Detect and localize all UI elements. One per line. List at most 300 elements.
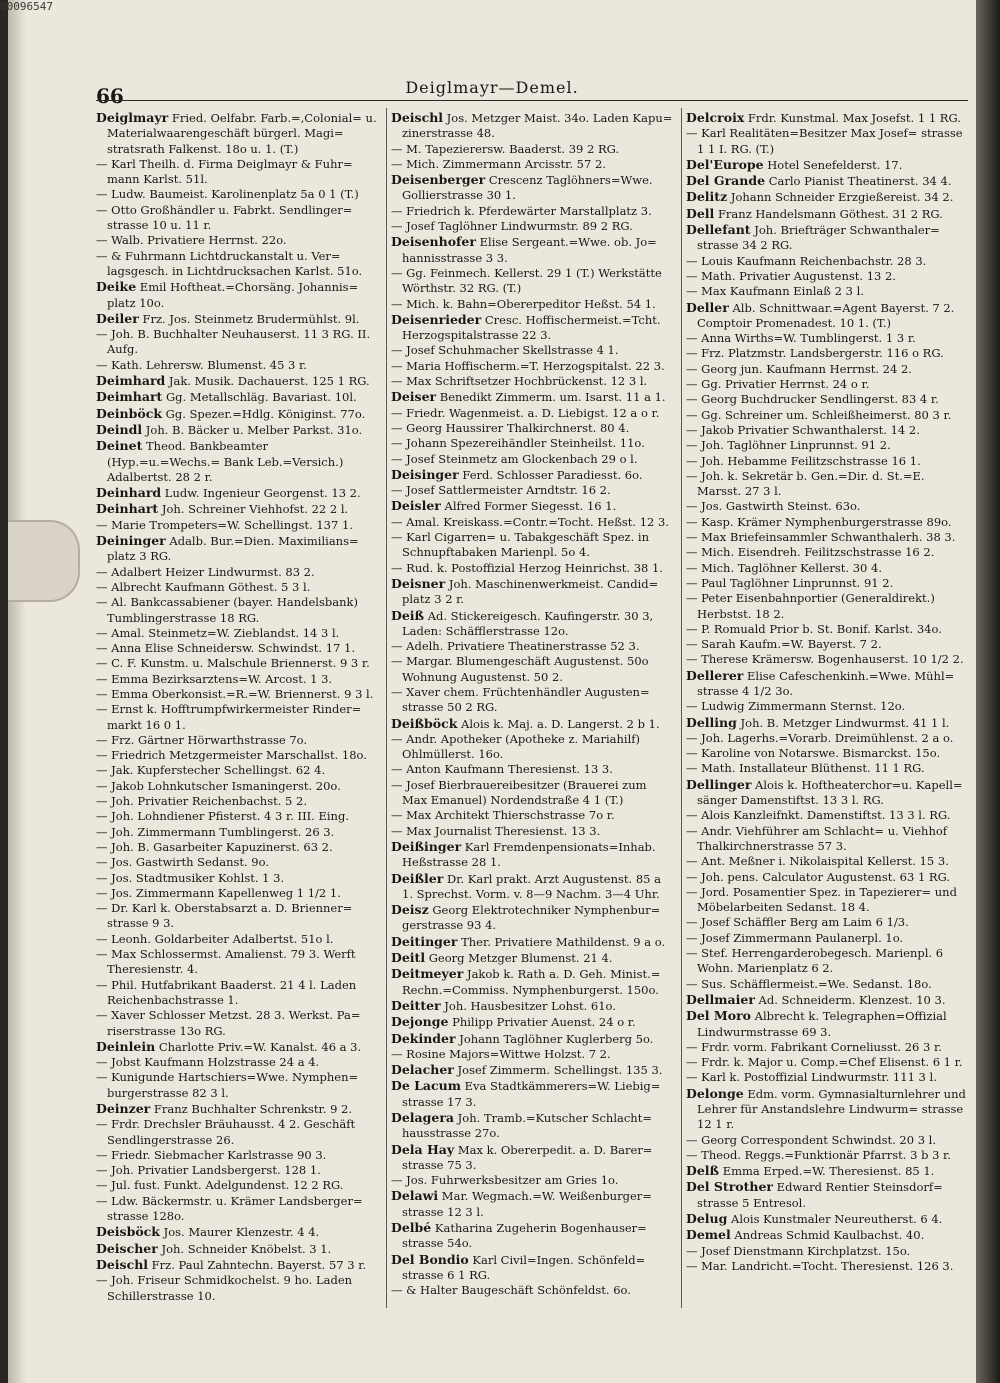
directory-entry xyxy=(686,931,970,946)
entry-text: — Mich. k. Bahn=Obererpeditor Heßst. 54 1. xyxy=(391,296,656,311)
entry-text: Alb. Schnittwaar.=Agent Bayerst. 7 2. Comptoir Promenadest. 10 1. (T.) xyxy=(697,300,955,330)
entry-text: — Adelh. Privatiere Theatinerstrasse 52 3. xyxy=(391,639,640,654)
directory-entry xyxy=(391,1062,675,1078)
directory-entry xyxy=(686,777,970,809)
entry-text: — Josef Zimmermann Paulanerpl. 1o. xyxy=(686,930,904,945)
entry-text: — Sus. Schäfflermeist.=We. Sedanst. 18o. xyxy=(686,976,932,991)
entry-text: — Alois Kanzleifnkt. Damenstiftst. 13 3 l. RG. xyxy=(686,808,951,823)
entry-text: — Sarah Kaufm.=W. Bayerst. 7 2. xyxy=(686,637,882,652)
directory-entry xyxy=(391,498,675,514)
entry-text: — Jakob Privatier Schwanthalerst. 14 2. xyxy=(686,422,920,437)
entry-text: — Jakob Lohnkutscher Ismaningerst. 20o. xyxy=(96,778,341,793)
directory-entry xyxy=(96,1008,380,1039)
entry-text: — Jord. Posamentier Spez. in Tapezierer= und Möbelarbeiten Sedanst. 18 4. xyxy=(686,884,957,915)
directory-entry xyxy=(96,1224,380,1240)
entry-surname: Deisler xyxy=(391,498,441,514)
directory-entry xyxy=(686,1148,970,1163)
directory-entry xyxy=(686,699,970,714)
entry-text: Joh. Hausbesitzer Lohst. 61o. xyxy=(440,998,616,1013)
directory-entry xyxy=(686,576,970,591)
directory-entry xyxy=(686,362,970,377)
entry-text: — Ludwig Zimmermann Sternst. 12o. xyxy=(686,699,906,714)
directory-entry xyxy=(96,438,380,485)
directory-entry xyxy=(96,779,380,794)
entry-text: Gg. Spezer.=Hdlg. Königinst. 77o. xyxy=(161,406,366,421)
directory-entry xyxy=(686,530,970,545)
directory-entry xyxy=(391,452,675,467)
directory-entry xyxy=(686,1070,970,1085)
directory-entry xyxy=(686,885,970,916)
entry-text: — Frdr. Drechsler Bräuhausst. 4 2. Geschäft Sendlingerstrasse 26. xyxy=(96,1117,356,1147)
entry-text: — Otto Großhändler u. Fabrkt. Sendlinger= strasse 10 u. 11 r. xyxy=(96,202,353,233)
entry-text: Frz. Paul Zahntechn. Bayerst. 57 3 r. xyxy=(148,1257,367,1272)
directory-entry xyxy=(96,358,380,373)
entry-text: — Rud. k. Postoffizial Herzog Heinrichst. 38 1. xyxy=(391,560,663,575)
directory-entry xyxy=(96,327,380,358)
entry-text: — Joh. k. Sekretär b. Gen.=Dir. d. St.=E. Marsst. 27 3 l. xyxy=(686,468,925,499)
directory-entry xyxy=(391,762,675,777)
entry-text: — Paul Taglöhner Linprunnst. 91 2. xyxy=(686,575,894,590)
entry-text: Emma Erped.=W. Theresienst. 85 1. xyxy=(719,1164,935,1179)
entry-text: — Math. Privatier Augustenst. 13 2. xyxy=(686,268,896,283)
entry-text: — Joh. Lohndiener Pfisterst. 4 3 r. III. Eing. xyxy=(96,809,349,824)
entry-text: Jos. Metzger Maist. 34o. Laden Kapu= zinerstrasse 48. xyxy=(402,111,673,141)
entry-text: — Gg. Privatier Herrnst. 24 o r. xyxy=(686,377,870,392)
entry-text: Joh. Tramb.=Kutscher Schlacht= hausstrasse 27o. xyxy=(402,1111,652,1141)
directory-entry xyxy=(686,126,970,157)
directory-entry xyxy=(391,1031,675,1047)
entry-surname: Dellefant xyxy=(686,222,751,238)
entry-text: Max k. Obererpedit. a. D. Barer= strasse 75 3. xyxy=(402,1142,653,1172)
entry-text: Jakob k. Rath a. D. Geh. Minist.= Rechn.=Commiss. Nymphenburgerst. 150o. xyxy=(402,967,661,997)
directory-entry xyxy=(391,343,675,358)
entry-surname: Deiglmayr xyxy=(96,110,169,125)
entry-text: Jos. Maurer Klenzestr. 4 4. xyxy=(159,1225,320,1240)
directory-entry xyxy=(96,565,380,580)
directory-entry xyxy=(391,824,675,839)
entry-text: Ludw. Ingenieur Georgenst. 13 2. xyxy=(161,486,361,501)
entry-surname: Dell xyxy=(686,205,715,221)
directory-entry xyxy=(96,187,380,202)
entry-surname: Delonge xyxy=(686,1085,744,1101)
entry-text: Theod. Bankbeamter (Hyp.=u.=Wechs.= Bank Leb.=Versich.) Adalbertst. 28 2 r. xyxy=(107,439,344,484)
directory-entry xyxy=(686,254,970,269)
entry-text: Alois k. Hoftheaterchor=u. Kapell= sänger Damenstiftst. 13 3 l. RG. xyxy=(697,777,963,808)
entry-text: Mar. Wegmach.=W. Weißenburger= strasse 12 3 l. xyxy=(402,1189,652,1219)
directory-entry xyxy=(391,1110,675,1142)
entry-surname: Delacher xyxy=(391,1062,454,1078)
directory-entry xyxy=(96,733,380,748)
entry-text: — Phil. Hutfabrikant Baaderst. 21 4 l. Laden Reichenbachstrasse 1. xyxy=(96,977,357,1007)
entry-text: — Joh. pens. Calculator Augustenst. 63 1 RG. xyxy=(686,869,951,884)
entry-text: — Kasp. Krämer Nymphenburgerstrasse 89o. xyxy=(686,514,952,529)
entry-surname: Deimhart xyxy=(96,389,163,405)
entry-text: Eva Stadtkämmerers=W. Liebig= strasse 17 3. xyxy=(402,1079,661,1109)
directory-entry xyxy=(391,374,675,389)
directory-entry xyxy=(391,561,675,576)
entry-text: — Mich. Eisendreh. Feilitzschstrasse 16 2. xyxy=(686,545,935,560)
entry-text: — Georg Haussirer Thalkirchnerst. 80 4. xyxy=(391,420,630,435)
directory-entry xyxy=(686,1179,970,1211)
entry-text: — Karoline von Notarswe. Bismarckst. 15o. xyxy=(686,746,941,761)
entry-text: Georg Elektrotechniker Nymphenbur= gerstrasse 93 4. xyxy=(402,903,661,933)
entry-text: — Albrecht Kaufmann Göthest. 5 3 l. xyxy=(96,579,311,594)
directory-entry xyxy=(686,1086,970,1133)
entry-text: Gg. Metallschläg. Bavariast. 10l. xyxy=(162,390,357,405)
entry-text: — & Halter Baugeschäft Schönfeldst. 6o. xyxy=(391,1283,631,1298)
directory-entry xyxy=(686,561,970,576)
entry-surname: Deisz xyxy=(391,902,429,918)
entry-text: Edward Rentier Steinsdorf= strasse 5 Entresol. xyxy=(697,1180,943,1210)
directory-entry xyxy=(686,715,970,731)
directory-entry xyxy=(96,1257,380,1273)
entry-text: Karl Fremdenpensionats=Inhab. Heßstrasse 28 1. xyxy=(402,839,656,870)
directory-entry xyxy=(96,110,380,157)
entry-surname: Dela Hay xyxy=(391,1141,455,1157)
directory-entry xyxy=(391,266,675,297)
entry-text: Alois Kunstmaler Neureutherst. 6 4. xyxy=(727,1212,943,1227)
directory-entry xyxy=(96,518,380,533)
entry-text: Philipp Privatier Auenst. 24 o r. xyxy=(448,1015,636,1030)
directory-entry xyxy=(686,157,970,173)
directory-entry xyxy=(96,840,380,855)
directory-entry xyxy=(96,406,380,422)
directory-entry xyxy=(391,966,675,998)
directory-entry xyxy=(391,204,675,219)
directory-entry xyxy=(96,422,380,438)
directory-entry xyxy=(391,234,675,266)
directory-entry xyxy=(686,1163,970,1179)
entry-text: — Jos. Stadtmusiker Kohlst. 1 3. xyxy=(96,870,285,885)
entry-text: — Max Architekt Thierschstrasse 7o r. xyxy=(391,808,615,823)
page-binding xyxy=(8,0,26,1383)
scan-id: 00096547 xyxy=(0,0,53,13)
entry-text: — Karl Realitäten=Besitzer Max Josef= strasse 1 1 I. RG. (T.) xyxy=(686,126,963,156)
directory-entry xyxy=(686,1055,970,1070)
entry-surname: Delagera xyxy=(391,1110,455,1125)
entry-surname: Deinet xyxy=(96,438,143,454)
directory-entry xyxy=(391,576,675,608)
directory-entry xyxy=(96,233,380,248)
entry-text: — Georg Buchdrucker Sendlingerst. 83 4 r. xyxy=(686,392,939,407)
entry-text: Alois k. Maj. a. D. Langerst. 2 b 1. xyxy=(457,716,660,731)
entry-surname: Deike xyxy=(96,279,137,295)
directory-entry xyxy=(96,855,380,870)
entry-text: — Jos. Fuhrwerksbesitzer am Gries 1o. xyxy=(391,1173,619,1188)
directory-entry xyxy=(96,249,380,280)
directory-entry xyxy=(96,1101,380,1117)
directory-entry xyxy=(96,886,380,901)
entry-text: — Louis Kaufmann Reichenbachstr. 28 3. xyxy=(686,253,927,268)
entry-text: — Ernst k. Hofftrumpfwirkermeister Rinder= markt 16 0 1. xyxy=(96,702,362,732)
entry-text: — Adalbert Heizer Lindwurmst. 83 2. xyxy=(96,564,315,579)
directory-entry xyxy=(686,1133,970,1148)
entry-surname: Del Strother xyxy=(686,1179,774,1195)
directory-entry xyxy=(96,1273,380,1304)
directory-entry xyxy=(391,157,675,172)
entry-text: Emil Hoftheat.=Chorsäng. Johannis= platz 10o. xyxy=(107,280,359,310)
entry-text: — Josef Schäffler Berg am Laim 6 1/3. xyxy=(686,915,909,930)
directory-entry xyxy=(686,637,970,652)
entry-text: — Joh. Taglöhner Linprunnst. 91 2. xyxy=(686,438,891,453)
entry-text: — & Fuhrmann Lichtdruckanstalt u. Ver= lagsgesch. in Lichtdrucksachen Karlst. 51o. xyxy=(96,248,363,278)
entry-text: — Math. Installateur Blüthenst. 11 1 RG. xyxy=(686,761,925,776)
entry-text: — Friedr. Siebmacher Karlstrasse 90 3. xyxy=(96,1147,327,1162)
entry-text: — Stef. Herrengarderobegesch. Marienpl. 6 Wohn. Marienplatz 6 2. xyxy=(686,946,944,976)
entry-surname: Deischl xyxy=(391,110,444,125)
entry-text: Fried. Oelfabr. Farb.=,Colonial= u. Materialwaarengeschäft bürgerl. Magi= stratsrath Falkenst. 18o u. 1. (T.) xyxy=(107,111,377,156)
entry-text: — Margar. Blumengeschäft Augustenst. 50o Wohnung Augustenst. 50 2. xyxy=(391,654,649,684)
entry-text: — Mar. Landricht.=Tocht. Theresienst. 126 3. xyxy=(686,1258,954,1273)
directory-entry xyxy=(96,871,380,886)
entry-text: Joh. B. Metzger Lindwurmst. 41 1 l. xyxy=(736,715,950,730)
entry-text: — Frz. Platzmstr. Landsbergerstr. 116 o RG. xyxy=(686,346,944,361)
directory-entry xyxy=(96,533,380,565)
entry-text: — Therese Krämersw. Bogenhauserst. 10 1/2 2. xyxy=(686,652,964,667)
entry-text: Adalb. Bur.=Dien. Maximilians= platz 3 RG. xyxy=(107,534,359,564)
entry-text: Crescenz Taglöhners=Wwe. Gollierstrasse 30 1. xyxy=(402,173,653,203)
directory-entry xyxy=(391,716,675,732)
entry-text: — Kath. Lehrersw. Blumenst. 45 3 r. xyxy=(96,357,307,372)
entry-text: Hotel Senefelderst. 17. xyxy=(763,157,903,172)
entry-text: — Josef Sattlermeister Arndtstr. 16 2. xyxy=(391,483,611,498)
directory-entry xyxy=(391,1047,675,1062)
entry-text: — Ant. Meßner i. Nikolaispital Kellerst. 15 3. xyxy=(686,854,949,869)
entry-text: — Kunigunde Hartschiers=Wwe. Nymphen= burgerstrasse 82 3 l. xyxy=(96,1070,359,1100)
entry-surname: Deiler xyxy=(96,310,139,326)
entry-text: — Karl k. Postoffizial Lindwurmstr. 111 3 l. xyxy=(686,1070,937,1085)
directory-entry xyxy=(686,206,970,222)
directory-entry xyxy=(686,761,970,776)
entry-surname: Deitter xyxy=(391,997,441,1013)
entry-text: Karl Civil=Ingen. Schönfeld= strasse 6 1 RG. xyxy=(402,1252,646,1282)
entry-text: — Max Schriftsetzer Hochbrückenst. 12 3 l. xyxy=(391,374,648,389)
entry-text: Andreas Schmid Kaulbachst. 40. xyxy=(730,1228,925,1243)
entry-surname: Demel xyxy=(686,1227,731,1243)
entry-text: Katharina Zugeherin Bogenhauser= strasse 54o. xyxy=(402,1221,647,1251)
entry-surname: Deinhart xyxy=(96,501,159,517)
directory-entry xyxy=(686,377,970,392)
directory-entry xyxy=(96,656,380,671)
entry-text: Franz Handelsmann Göthest. 31 2 RG. xyxy=(714,206,943,221)
directory-entry xyxy=(96,1241,380,1257)
directory-entry xyxy=(96,1070,380,1101)
directory-entry xyxy=(391,1142,675,1174)
directory-entry xyxy=(96,580,380,595)
directory-entry xyxy=(391,406,675,421)
directory-entry xyxy=(391,421,675,436)
directory-entry xyxy=(686,915,970,930)
entry-text: — Marie Trompeters=W. Schellingst. 137 1. xyxy=(96,517,353,532)
entry-text: — Josef Taglöhner Lindwurmstr. 89 2 RG. xyxy=(391,219,633,234)
entry-text: Joh. B. Bäcker u. Melber Parkst. 31o. xyxy=(142,422,363,437)
directory-entry xyxy=(96,1055,380,1070)
directory-entry xyxy=(686,392,970,407)
directory-entry xyxy=(391,871,675,903)
entry-text: — C. F. Kunstm. u. Malschule Briennerst. 9 3 r. xyxy=(96,656,370,671)
entry-text: Dr. Karl prakt. Arzt Augustenst. 85 a 1. Sprechst. Vorm. v. 8—9 Nachm. 3—4 Uhr. xyxy=(402,871,661,901)
directory-entry xyxy=(391,1014,675,1030)
entry-text: Joh. Schneider Knöbelst. 3 1. xyxy=(157,1241,332,1256)
directory-entry xyxy=(96,809,380,824)
directory-entry xyxy=(391,608,675,640)
entry-text: — Ldw. Bäckermstr. u. Krämer Landsberger= strasse 128o. xyxy=(96,1193,363,1224)
entry-surname: Deißböck xyxy=(391,715,458,731)
directory-entry xyxy=(96,687,380,702)
directory-entry xyxy=(96,279,380,311)
entry-text: — Al. Bankcassabiener (bayer. Handelsbank) Tumblingerstrasse 18 RG. xyxy=(96,595,358,625)
directory-entry xyxy=(686,346,970,361)
entry-text: — Frz. Gärtner Hörwarthstrasse 7o. xyxy=(96,732,308,747)
entry-surname: Deinzer xyxy=(96,1101,151,1116)
directory-entry xyxy=(686,870,970,885)
entry-text: — Andr. Viehführer am Schlacht= u. Viehhof Thalkirchnerstrasse 57 3. xyxy=(686,823,948,853)
directory-entry xyxy=(686,854,970,869)
directory-entry xyxy=(686,652,970,667)
directory-entry xyxy=(391,1188,675,1220)
column-1 xyxy=(96,110,380,1310)
directory-entry xyxy=(96,641,380,656)
directory-entry xyxy=(686,1259,970,1274)
entry-text: — P. Romuald Prior b. St. Bonif. Karlst. 34o. xyxy=(686,621,942,636)
directory-entry xyxy=(391,389,675,405)
entry-surname: Deißinger xyxy=(391,838,462,854)
entry-text: — Max Schlossermst. Amalienst. 79 3. Werft Theresienstr. 4. xyxy=(96,947,356,977)
directory-entry xyxy=(391,515,675,530)
entry-surname: Delug xyxy=(686,1211,728,1227)
directory-entry xyxy=(96,157,380,188)
entry-text: Josef Zimmerm. Schellingst. 135 3. xyxy=(453,1063,663,1078)
entry-surname: Delbé xyxy=(391,1220,432,1236)
entry-text: — Frdr. vorm. Fabrikant Corneliusst. 26 3 r. xyxy=(686,1039,942,1054)
directory-entry xyxy=(391,998,675,1014)
entry-surname: Deinlein xyxy=(96,1038,156,1054)
directory-entry xyxy=(96,1163,380,1178)
directory-entry xyxy=(391,934,675,950)
directory-entry xyxy=(686,824,970,855)
directory-entry xyxy=(686,992,970,1008)
entry-surname: Deisner xyxy=(391,575,446,591)
entry-surname: Del Moro xyxy=(686,1008,751,1024)
directory-entry xyxy=(686,1227,970,1243)
entry-text: Charlotte Priv.=W. Kanalst. 46 a 3. xyxy=(155,1039,362,1054)
entry-surname: Delawi xyxy=(391,1188,439,1204)
entry-text: — Joh. B. Buchhalter Neuhauserst. 11 3 RG. II. Aufg. xyxy=(96,327,371,357)
directory-entry xyxy=(686,469,970,500)
entry-text: — Friedrich k. Pferdewärter Marstallplatz 3. xyxy=(391,203,652,218)
directory-entry xyxy=(686,668,970,700)
entry-surname: Deinböck xyxy=(96,405,162,421)
entry-text: — Max Briefeinsammler Schwanthalerh. 38 3. xyxy=(686,530,956,545)
entry-surname: Delcroix xyxy=(686,110,745,125)
entry-text: — Emma Bezirksarztens=W. Arcost. 1 3. xyxy=(96,671,333,686)
entry-text: — Max Journalist Theresienst. 13 3. xyxy=(391,823,601,838)
header-rule xyxy=(96,100,968,101)
directory-entry xyxy=(686,746,970,761)
directory-entry xyxy=(96,794,380,809)
directory-entry xyxy=(391,839,675,871)
directory-entry xyxy=(391,483,675,498)
book-edge xyxy=(976,0,1000,1383)
entry-text: Cresc. Hoffischermeist.=Tcht. Herzogspitalstrasse 22 3. xyxy=(402,312,661,343)
entry-text: — Jos. Zimmermann Kapellenweg 1 1/2 1. xyxy=(96,885,341,900)
entry-surname: Deisböck xyxy=(96,1224,160,1240)
directory-page xyxy=(8,0,976,1383)
directory-entry xyxy=(686,189,970,205)
directory-entry xyxy=(391,1252,675,1284)
directory-entry xyxy=(391,172,675,204)
entry-text: Joh. Briefträger Schwanthaler= strasse 34 2 RG. xyxy=(697,223,940,253)
entry-surname: Dellinger xyxy=(686,776,752,792)
directory-entry xyxy=(686,591,970,622)
entry-text: — Joh. Zimmermann Tumblingerst. 26 3. xyxy=(96,824,335,839)
entry-surname: Deinhard xyxy=(96,485,162,501)
entry-text: — Johann Spezereihändler Steinheilst. 11o. xyxy=(391,436,645,451)
entry-text: Georg Metzger Blumenst. 21 4. xyxy=(425,951,613,966)
entry-surname: Dejonge xyxy=(391,1014,449,1030)
entry-text: — Joh. B. Gasarbeiter Kapuzinerst. 63 2. xyxy=(96,839,333,854)
entry-text: Elise Cafeschenkinh.=Wwe. Mühl= strasse 4 1/2 3o. xyxy=(697,668,955,698)
entry-surname: Deindl xyxy=(96,421,143,437)
directory-entry xyxy=(96,825,380,840)
entry-text: Carlo Pianist Theatinerst. 34 4. xyxy=(765,174,952,189)
entry-text: — Jul. fust. Funkt. Adelgundenst. 12 2 RG. xyxy=(96,1178,344,1193)
entry-text: — Peter Eisenbahnportier (Generaldirekt.) Herbstst. 18 2. xyxy=(686,591,935,621)
directory-entry xyxy=(391,654,675,685)
entry-text: — Joh. Privatier Reichenbachst. 5 2. xyxy=(96,794,307,809)
entry-text: — Mich. Taglöhner Kellerst. 30 4. xyxy=(686,560,882,575)
directory-entry xyxy=(391,359,675,374)
entry-text: — Walb. Privatiere Herrnst. 22o. xyxy=(96,233,287,248)
entry-text: — Anton Kaufmann Theresienst. 13 3. xyxy=(391,762,613,777)
entry-text: — Josef Steinmetz am Glockenbach 29 o l. xyxy=(391,451,638,466)
entry-surname: Delling xyxy=(686,714,737,730)
entry-text: Frz. Jos. Steinmetz Brudermühlst. 9l. xyxy=(138,311,360,326)
entry-surname: Del'Europe xyxy=(686,156,764,172)
entry-text: — M. Tapezierersw. Baaderst. 39 2 RG. xyxy=(391,141,620,156)
entry-text: Frdr. Kunstmal. Max Josefst. 1 1 RG. xyxy=(744,111,961,125)
entry-surname: Delitz xyxy=(686,189,728,205)
entry-text: — Joh. Lagerhs.=Vorarb. Dreimühlenst. 2 a o. xyxy=(686,730,954,745)
directory-entry xyxy=(96,1117,380,1148)
directory-entry xyxy=(96,763,380,778)
directory-entry xyxy=(96,485,380,501)
entry-text: — Josef Dienstmann Kirchplatzst. 15o. xyxy=(686,1243,911,1258)
entry-text: — Xaver Schlosser Metzst. 28 3. Werkst. Pa= riserstrasse 13o RG. xyxy=(96,1008,361,1038)
entry-text: — Karl Theilh. d. Firma Deiglmayr & Fuhr= mann Karlst. 51l. xyxy=(96,156,353,187)
entry-surname: Deimhard xyxy=(96,373,166,389)
directory-entry xyxy=(391,530,675,561)
directory-entry xyxy=(391,1173,675,1188)
entry-surname: Deisinger xyxy=(391,466,459,482)
entry-text: Alfred Former Siegesst. 16 1. xyxy=(440,499,617,514)
entry-text: — Georg Correspondent Schwindst. 20 3 l. xyxy=(686,1132,936,1147)
entry-surname: Deininger xyxy=(96,533,166,549)
column-divider xyxy=(386,108,387,1308)
entry-text: Joh. Maschinenwerkmeist. Candid= platz 3 2 r. xyxy=(402,576,659,607)
directory-entry xyxy=(686,423,970,438)
entry-text: — Jak. Kupferstecher Schellingst. 62 4. xyxy=(96,763,326,778)
entry-surname: Dellmaier xyxy=(686,991,755,1007)
directory-entry xyxy=(96,1178,380,1193)
directory-entry xyxy=(96,748,380,763)
entry-text: — Jos. Gastwirth Steinst. 63o. xyxy=(686,499,861,514)
directory-entry xyxy=(96,672,380,687)
directory-entry xyxy=(391,1283,675,1298)
directory-entry xyxy=(96,595,380,626)
directory-entry xyxy=(686,454,970,469)
directory-entry xyxy=(391,902,675,934)
